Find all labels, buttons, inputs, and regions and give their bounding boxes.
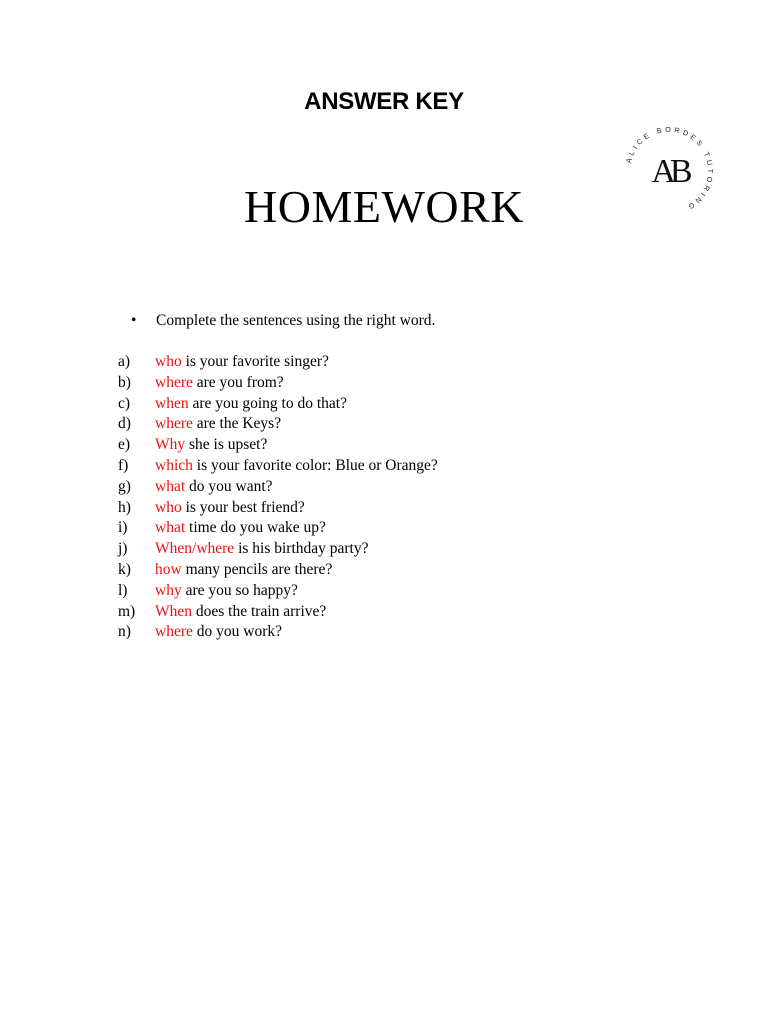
question-letter: g) [118,477,131,495]
question-letter: e) [118,436,131,454]
answer-word: who [155,353,182,370]
question-text: is your best friend? [181,498,305,516]
question-item [118,539,438,560]
question-letter: k) [118,560,131,578]
question-letter: h) [118,498,131,516]
question-item [118,352,438,373]
answer-word: When/where [155,540,235,558]
page-title: HOMEWORK [244,181,524,232]
question-item [118,518,438,539]
question-text: are you from? [192,373,284,391]
answer-key-heading: ANSWER KEY [304,88,464,115]
question-text: do you want? [185,477,273,495]
question-text: are the Keys? [192,415,282,433]
question-item [118,435,438,456]
instruction-text: Complete the sentences using the right word. [156,312,436,329]
question-item [118,373,438,394]
question-item [118,456,438,477]
answer-word: where [155,415,193,433]
question-text: are you going to do that? [188,394,347,412]
question-item [118,414,438,435]
answer-word: who [155,498,182,516]
logo-ring-text: ALICE BORDES TUTORING [623,124,716,213]
question-item [118,622,438,643]
question-item [118,477,438,498]
question-text: is your favorite singer? [181,353,329,370]
question-text: time do you wake up? [185,519,326,537]
question-letter: i) [118,519,128,537]
answer-word: When [155,602,193,620]
logo-monogram: AB [651,153,687,190]
question-letter: m) [118,602,136,620]
question-text: are you so happy? [181,581,298,599]
question-letter: j) [118,540,128,558]
answer-word: why [155,581,182,599]
question-letter: n) [118,623,131,641]
bullet-icon: • [131,312,137,329]
question-letter: f) [118,456,129,474]
question-item [118,498,438,519]
question-letter: c) [118,394,131,412]
question-text: many pencils are there? [181,560,333,578]
answer-word: where [155,373,193,391]
answer-word: where [155,623,193,641]
question-item [118,581,438,602]
question-letter: b) [118,373,131,391]
question-item [118,394,438,415]
question-letter: a) [118,353,131,370]
question-item [118,602,438,623]
question-letter: l) [118,581,128,599]
answer-word: Why [155,436,186,454]
question-list [118,352,438,643]
question-text: is his birthday party? [234,540,369,558]
answer-word: what [155,519,186,537]
question-text: do you work? [192,623,282,641]
answer-word: what [155,477,186,495]
answer-word: how [155,560,182,578]
question-text: does the train arrive? [192,602,327,620]
answer-word: when [155,394,189,412]
question-letter: d) [118,415,131,433]
answer-word: which [155,456,193,474]
question-text: she is upset? [185,436,268,454]
instruction [131,312,435,330]
question-item [118,560,438,581]
question-text: is your favorite color: Blue or Orange? [192,456,438,474]
